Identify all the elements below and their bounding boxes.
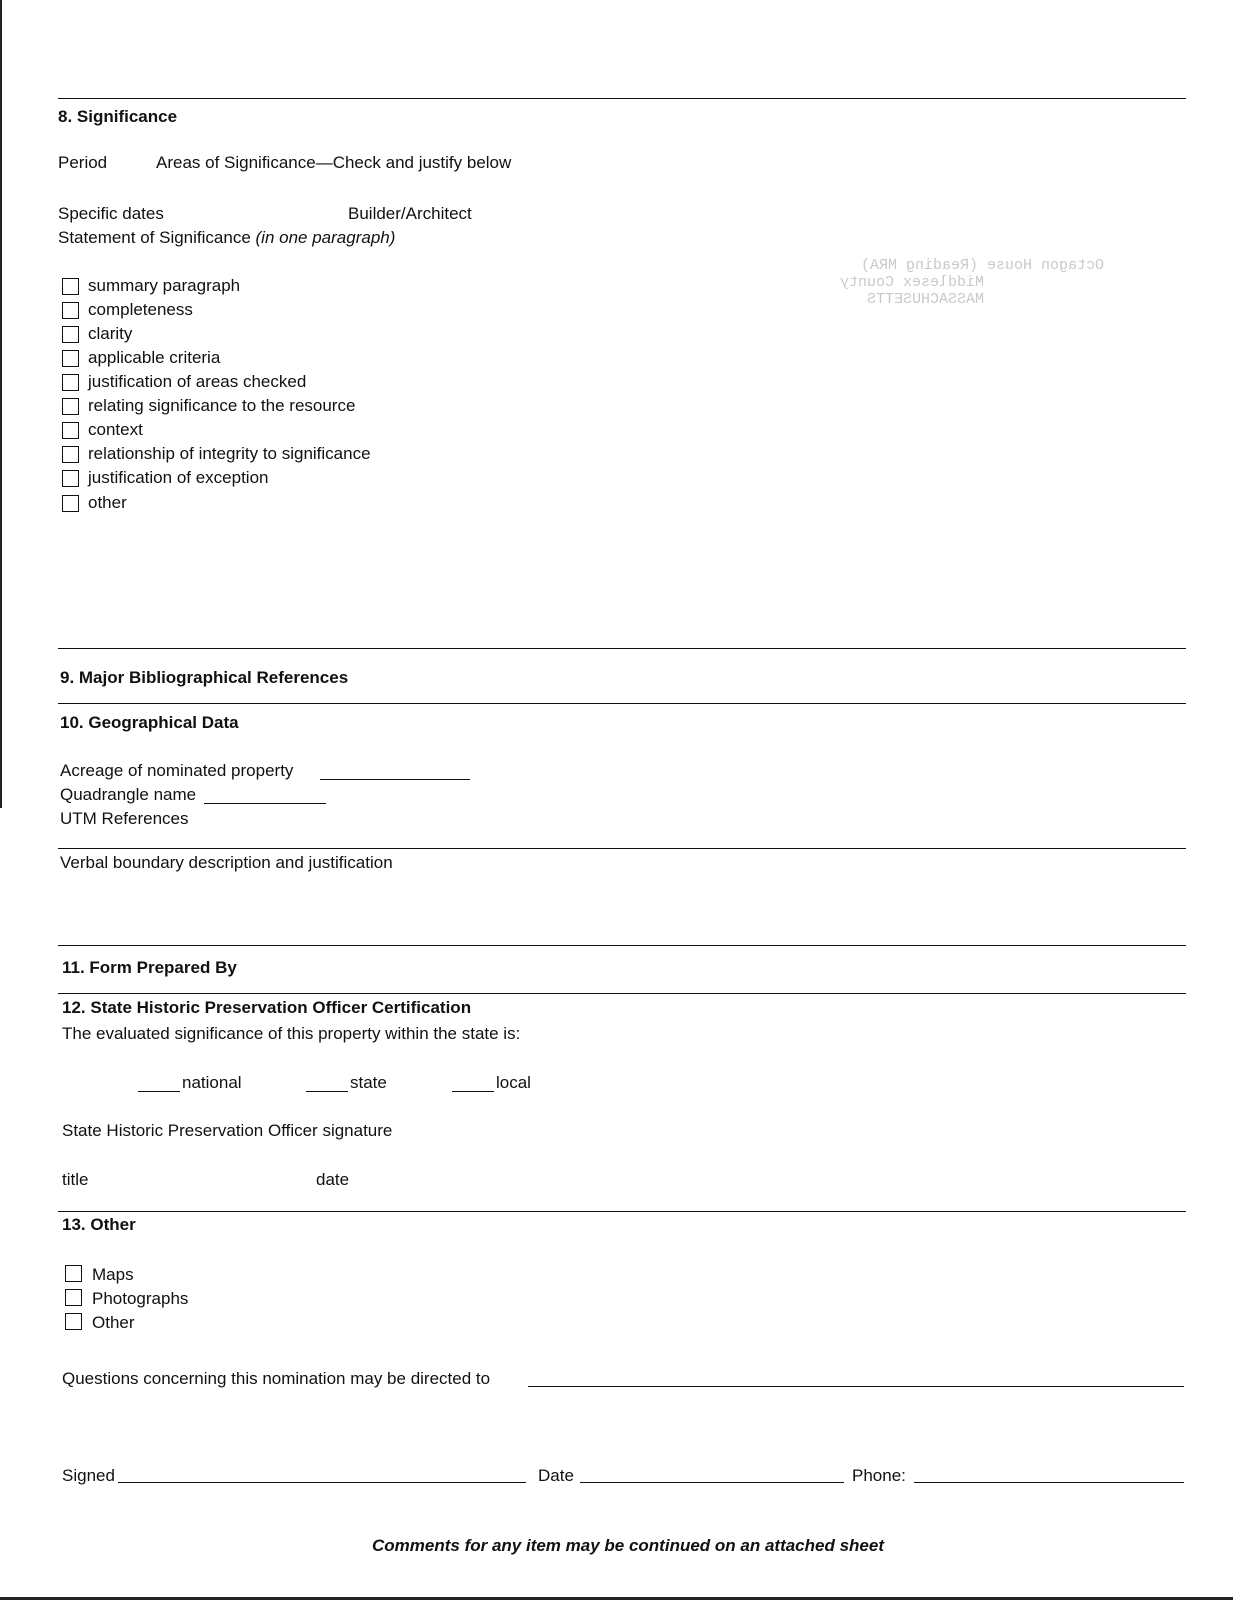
- period-label: Period: [58, 153, 108, 172]
- questions-directed-field[interactable]: [528, 1386, 1184, 1387]
- verbal-boundary-top-rule: [58, 848, 1186, 849]
- areas-of-significance-label: Areas of Significance—Check and justify below: [156, 153, 512, 172]
- footer-note: Comments for any item may be continued on an attached sheet: [372, 1536, 884, 1555]
- statement-of-significance-label: [58, 228, 395, 248]
- level-national: national: [182, 1073, 242, 1092]
- statement-text: Statement of Significance: [58, 228, 256, 247]
- checklist-item: context: [88, 420, 143, 439]
- stamp-line-2: Middlesex County: [840, 274, 985, 291]
- quadrangle-field[interactable]: [204, 803, 326, 804]
- acreage-label: Acreage of nominated property: [60, 761, 294, 780]
- checkbox-justification-of-exception[interactable]: [62, 470, 79, 487]
- quadrangle-label: Quadrangle name: [60, 785, 197, 804]
- checklist-item: Other: [92, 1313, 135, 1332]
- checklist-item: relating significance to the resource: [88, 396, 356, 415]
- title-label: title: [62, 1170, 89, 1189]
- acreage-field[interactable]: [320, 779, 470, 780]
- checklist-item: summary paragraph: [88, 276, 241, 295]
- checklist-item: applicable criteria: [88, 348, 221, 367]
- section-9-top-rule: [58, 648, 1186, 649]
- shpo-signature-label: State Historic Preservation Officer signature: [62, 1121, 393, 1140]
- checkbox-applicable-criteria[interactable]: [62, 350, 79, 367]
- statement-italic-note: (in one paragraph): [255, 228, 396, 247]
- checklist-item: Maps: [92, 1265, 134, 1284]
- utm-references-label: UTM References: [60, 809, 189, 828]
- section-8-heading: 8. Significance: [58, 107, 178, 126]
- date-label: date: [316, 1170, 350, 1189]
- checklist-item: other: [88, 493, 127, 512]
- questions-directed-label: Questions concerning this nomination may be directed to: [62, 1369, 491, 1388]
- signed-field[interactable]: [118, 1482, 526, 1483]
- level-state: state: [350, 1073, 387, 1092]
- checkbox-photographs[interactable]: [65, 1289, 82, 1306]
- show-through-stamp: [840, 257, 1104, 308]
- section-11-heading: 11. Form Prepared By: [62, 958, 237, 977]
- checklist-item: clarity: [88, 324, 133, 343]
- checkbox-integrity-relationship[interactable]: [62, 446, 79, 463]
- section-9-heading: 9. Major Bibliographical References: [60, 668, 349, 687]
- section-11-top-rule: [58, 945, 1186, 946]
- checkbox-other[interactable]: [62, 495, 79, 512]
- checklist-item: relationship of integrity to significance: [88, 444, 371, 463]
- checklist-item: justification of exception: [88, 468, 269, 487]
- checklist-item: Photographs: [92, 1289, 189, 1308]
- checkbox-other-attachment[interactable]: [65, 1313, 82, 1330]
- checkbox-summary-paragraph[interactable]: [62, 278, 79, 295]
- checkbox-clarity[interactable]: [62, 326, 79, 343]
- builder-architect-label: Builder/Architect: [348, 204, 472, 223]
- signed-label: Signed: [62, 1466, 115, 1485]
- section-8-top-rule: [58, 98, 1186, 99]
- checkbox-completeness[interactable]: [62, 302, 79, 319]
- checklist-item: justification of areas checked: [88, 372, 307, 391]
- level-local: local: [496, 1073, 531, 1092]
- verbal-boundary-label: Verbal boundary description and justification: [60, 853, 393, 872]
- evaluated-significance-label: The evaluated significance of this property within the state is:: [62, 1024, 521, 1043]
- state-blank[interactable]: [306, 1091, 348, 1092]
- checkbox-relating-significance[interactable]: [62, 398, 79, 415]
- stamp-line-3: MASSACHUSETTS: [867, 291, 985, 308]
- specific-dates-label: Specific dates: [58, 204, 164, 223]
- phone-field[interactable]: [914, 1482, 1184, 1483]
- date-field[interactable]: [580, 1482, 844, 1483]
- section-13-top-rule: [58, 1211, 1186, 1212]
- section-10-top-rule: [58, 703, 1186, 704]
- national-blank[interactable]: [138, 1091, 180, 1092]
- checkbox-justification-of-areas[interactable]: [62, 374, 79, 391]
- phone-label: Phone:: [852, 1466, 906, 1485]
- checklist-item: completeness: [88, 300, 193, 319]
- section-10-heading: 10. Geographical Data: [60, 713, 239, 732]
- section-12-top-rule: [58, 993, 1186, 994]
- section-12-heading: 12. State Historic Preservation Officer Certification: [62, 998, 472, 1017]
- date-label-bottom: Date: [538, 1466, 574, 1485]
- scan-edge-left: [0, 0, 2, 808]
- checkbox-context[interactable]: [62, 422, 79, 439]
- local-blank[interactable]: [452, 1091, 494, 1092]
- checkbox-maps[interactable]: [65, 1265, 82, 1282]
- stamp-line-1: Octagon House (Reading MRA): [860, 257, 1105, 274]
- section-13-heading: 13. Other: [62, 1215, 136, 1234]
